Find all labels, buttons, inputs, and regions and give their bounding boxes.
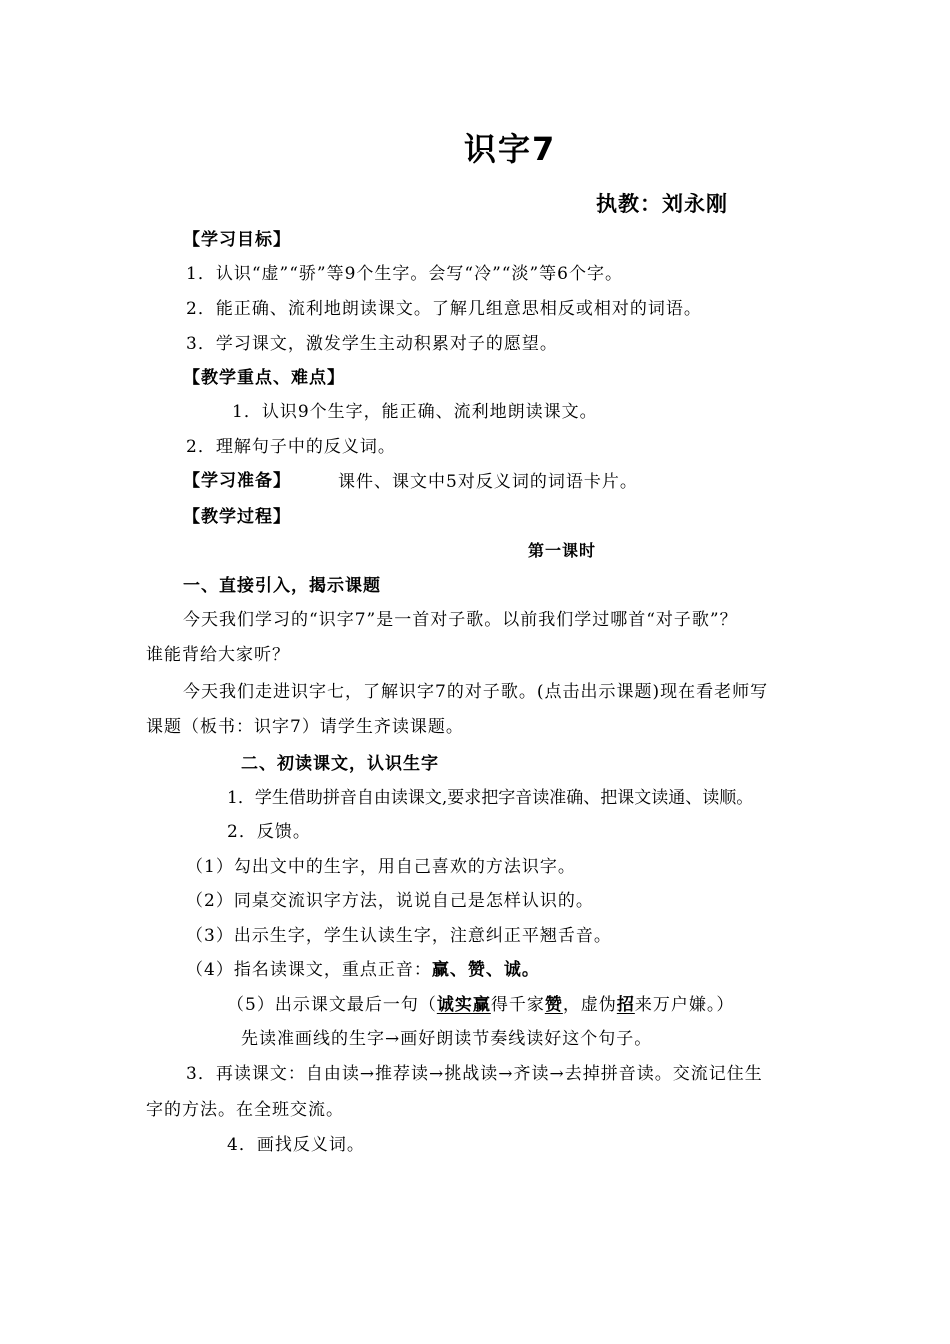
step-item: 2．反馈。 bbox=[227, 822, 311, 842]
emphasized-characters: 赢、赞、诚。 bbox=[431, 960, 540, 980]
sub-step-item bbox=[186, 958, 540, 982]
step-item: 3．再读课文：自由读→推荐读→挑战读→齐读→去掉拼音读。交流记住生 bbox=[186, 1064, 763, 1084]
underlined-characters: 诚实赢 bbox=[436, 995, 491, 1015]
paragraph-line: 课题（板书：识字7）请学生齐读课题。 bbox=[146, 717, 464, 737]
sub-step-item bbox=[227, 993, 734, 1017]
process-heading: 【教学过程】 bbox=[183, 507, 291, 527]
paragraph-line: 今天我们走进识字七，了解识字7的对子歌。(点击出示课题)现在看老师写 bbox=[183, 682, 769, 702]
sub-step-text: 得千家 bbox=[490, 995, 545, 1015]
goal-item: 1．认识“虚”“骄”等9个生字。会写“冷”“淡”等6个字。 bbox=[186, 264, 623, 284]
step-item: 1．学生借助拼音自由读课文,要求把字音读准确、把课文读通、读顺。 bbox=[227, 788, 754, 808]
sub-step-text: 来万户嫌。） bbox=[634, 995, 735, 1015]
section2-heading: 二、初读课文，认识生字 bbox=[241, 754, 439, 774]
sub-step-text: （5）出示课文最后一句（ bbox=[227, 995, 437, 1015]
underlined-characters: 招 bbox=[616, 995, 635, 1015]
paragraph-line: 谁能背给大家听？ bbox=[146, 645, 290, 665]
prep-text: 课件、课文中5对反义词的词语卡片。 bbox=[338, 472, 638, 492]
key-point-item: 1．认识9个生字，能正确、流利地朗读课文。 bbox=[232, 402, 598, 422]
key-points-heading: 【教学重点、难点】 bbox=[183, 368, 345, 388]
sub-step-item: （3）出示生字，学生认读生字，注意纠正平翘舌音。 bbox=[186, 926, 612, 946]
goals-heading: 【学习目标】 bbox=[183, 230, 291, 250]
sub-step-text: ，虚伪 bbox=[562, 995, 617, 1015]
teacher-line: 执教：刘永刚 bbox=[596, 192, 728, 216]
sub-step-item: （1）勾出文中的生字，用自己喜欢的方法识字。 bbox=[186, 857, 576, 877]
prep-heading: 【学习准备】 bbox=[183, 471, 291, 491]
page-title: 识字7 bbox=[464, 130, 557, 168]
sub-step-note: 先读准画线的生字→画好朗读节奏线读好这个句子。 bbox=[241, 1029, 653, 1049]
sub-step-text: （4）指名读课文，重点正音： bbox=[186, 960, 432, 980]
goal-item: 2．能正确、流利地朗读课文。了解几组意思相反或相对的词语。 bbox=[186, 299, 702, 319]
key-point-item: 2．理解句子中的反义词。 bbox=[186, 437, 396, 457]
paragraph-line: 今天我们学习的“识字7”是一首对子歌。以前我们学过哪首“对子歌”？ bbox=[183, 610, 738, 630]
goal-item: 3．学习课文，激发学生主动积累对子的愿望。 bbox=[186, 334, 558, 354]
step-item-continued: 字的方法。在全班交流。 bbox=[146, 1100, 344, 1120]
section1-heading: 一、直接引入，揭示课题 bbox=[183, 576, 381, 596]
sub-step-item: （2）同桌交流识字方法，说说自己是怎样认识的。 bbox=[186, 891, 594, 911]
step-item: 4．画找反义词。 bbox=[227, 1135, 365, 1155]
underlined-characters: 赞 bbox=[544, 995, 563, 1015]
lesson-title: 第一课时 bbox=[528, 541, 597, 560]
